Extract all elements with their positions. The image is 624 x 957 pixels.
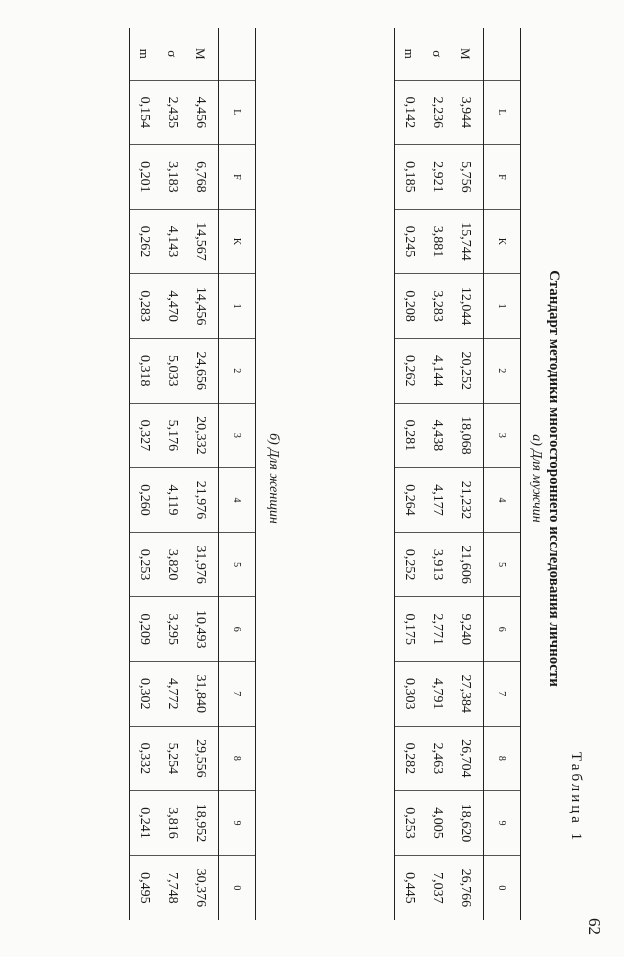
table-cell: 0,142: [395, 80, 424, 145]
table-cell: 20,332: [186, 403, 219, 468]
table-cell: 15,744: [451, 209, 484, 274]
column-header: [484, 28, 521, 80]
column-header: 6: [484, 597, 521, 662]
table-cell: 18,620: [451, 791, 484, 856]
column-header: F: [219, 145, 256, 210]
section-caption-men: а) Для мужчин: [529, 434, 544, 523]
column-header: 2: [219, 338, 256, 403]
table-cell: 4,772: [158, 662, 186, 727]
column-header: 4: [484, 468, 521, 533]
table-cell: 14,456: [186, 274, 219, 339]
table-cell: 5,254: [158, 726, 186, 791]
table-cell: 31,840: [186, 662, 219, 727]
page-number: 62: [585, 918, 604, 935]
table-row: [130, 28, 159, 920]
table-row: [186, 28, 219, 920]
table-women: [129, 28, 256, 920]
table-row: [158, 28, 186, 920]
column-header: 7: [219, 662, 256, 727]
table-cell: 0,253: [130, 532, 159, 597]
table-cell: 4,005: [423, 791, 451, 856]
header-row: [219, 28, 256, 920]
table-cell: 0,302: [130, 662, 159, 727]
table-cell: 27,384: [451, 662, 484, 727]
column-header: 4: [219, 468, 256, 533]
table-cell: 2,435: [158, 80, 186, 145]
table-label: Таблица 1: [568, 752, 584, 844]
column-header: 1: [484, 274, 521, 339]
table-cell: 3,183: [158, 145, 186, 210]
column-header: 5: [219, 532, 256, 597]
row-label: m: [130, 28, 159, 80]
column-header: [219, 28, 256, 80]
table-cell: 0,282: [395, 726, 424, 791]
header-row: [484, 28, 521, 920]
table-cell: 5,176: [158, 403, 186, 468]
column-header: 0: [484, 855, 521, 920]
table-cell: 0,264: [395, 468, 424, 533]
table-cell: 0,262: [395, 338, 424, 403]
column-header: K: [219, 209, 256, 274]
table-cell: 3,283: [423, 274, 451, 339]
table-cell: 3,295: [158, 597, 186, 662]
table-cell: 0,209: [130, 597, 159, 662]
table-cell: 0,175: [395, 597, 424, 662]
table-cell: 0,201: [130, 145, 159, 210]
table-cell: 4,144: [423, 338, 451, 403]
table-cell: 3,944: [451, 80, 484, 145]
column-header: 2: [484, 338, 521, 403]
table-cell: 14,567: [186, 209, 219, 274]
column-header: 9: [219, 791, 256, 856]
table-cell: 0,318: [130, 338, 159, 403]
table-cell: 0,445: [395, 855, 424, 920]
column-header: 3: [484, 403, 521, 468]
table-cell: 4,470: [158, 274, 186, 339]
column-header: K: [484, 209, 521, 274]
table-cell: 21,606: [451, 532, 484, 597]
table-cell: 24,656: [186, 338, 219, 403]
table-cell: 10,493: [186, 597, 219, 662]
column-header: 8: [484, 726, 521, 791]
table-title: Стандарт методики многостороннего исследования личности: [546, 270, 562, 687]
column-header: F: [484, 145, 521, 210]
table-cell: 2,236: [423, 80, 451, 145]
table-cell: 0,327: [130, 403, 159, 468]
section-caption-women: б) Для женщин: [266, 433, 281, 524]
table-cell: 7,748: [158, 855, 186, 920]
table-cell: 6,768: [186, 145, 219, 210]
column-header: 9: [484, 791, 521, 856]
table-cell: 0,245: [395, 209, 424, 274]
row-label: m: [395, 28, 424, 80]
column-header: L: [484, 80, 521, 145]
table-cell: 4,177: [423, 468, 451, 533]
column-header: 8: [219, 726, 256, 791]
table-cell: 4,791: [423, 662, 451, 727]
row-label: σ: [165, 50, 180, 58]
table-cell: 0,332: [130, 726, 159, 791]
column-header: 5: [484, 532, 521, 597]
table-cell: 0,260: [130, 468, 159, 533]
table-cell: 2,921: [423, 145, 451, 210]
table-cell: 18,068: [451, 403, 484, 468]
table-cell: 0,262: [130, 209, 159, 274]
table-row: [451, 28, 484, 920]
column-header: 1: [219, 274, 256, 339]
table-cell: 12,044: [451, 274, 484, 339]
column-header: L: [219, 80, 256, 145]
table-cell: 21,976: [186, 468, 219, 533]
table-cell: 0,185: [395, 145, 424, 210]
table-cell: 3,820: [158, 532, 186, 597]
table-cell: 26,766: [451, 855, 484, 920]
row-label: σ: [430, 50, 445, 58]
table-cell: 7,037: [423, 855, 451, 920]
table-cell: 0,253: [395, 791, 424, 856]
table-cell: 29,556: [186, 726, 219, 791]
table-cell: 3,816: [158, 791, 186, 856]
table-cell: 3,881: [423, 209, 451, 274]
table-cell: 2,463: [423, 726, 451, 791]
table-cell: 9,240: [451, 597, 484, 662]
table-cell: 4,143: [158, 209, 186, 274]
column-header: 7: [484, 662, 521, 727]
table-cell: 4,438: [423, 403, 451, 468]
table-cell: 0,208: [395, 274, 424, 339]
table-cell: 30,376: [186, 855, 219, 920]
table-row: [395, 28, 424, 920]
table-cell: 0,281: [395, 403, 424, 468]
table-row: [423, 28, 451, 920]
table-cell: 4,119: [158, 468, 186, 533]
table-cell: 2,771: [423, 597, 451, 662]
table-cell: 21,232: [451, 468, 484, 533]
table-cell: 0,495: [130, 855, 159, 920]
table-cell: 0,241: [130, 791, 159, 856]
table-cell: 0,154: [130, 80, 159, 145]
column-header: 6: [219, 597, 256, 662]
table-men: [394, 28, 521, 920]
table-cell: 31,976: [186, 532, 219, 597]
table-cell: 5,756: [451, 145, 484, 210]
table-cell: 18,952: [186, 791, 219, 856]
table-cell: 20,252: [451, 338, 484, 403]
table-cell: 4,456: [186, 80, 219, 145]
row-label: M: [458, 47, 473, 60]
table-cell: 26,704: [451, 726, 484, 791]
table-cell: 0,252: [395, 532, 424, 597]
table-cell: 3,913: [423, 532, 451, 597]
table-cell: 0,303: [395, 662, 424, 727]
column-header: 3: [219, 403, 256, 468]
table-cell: 5,033: [158, 338, 186, 403]
column-header: 0: [219, 855, 256, 920]
row-label: M: [193, 47, 208, 60]
table-cell: 0,283: [130, 274, 159, 339]
